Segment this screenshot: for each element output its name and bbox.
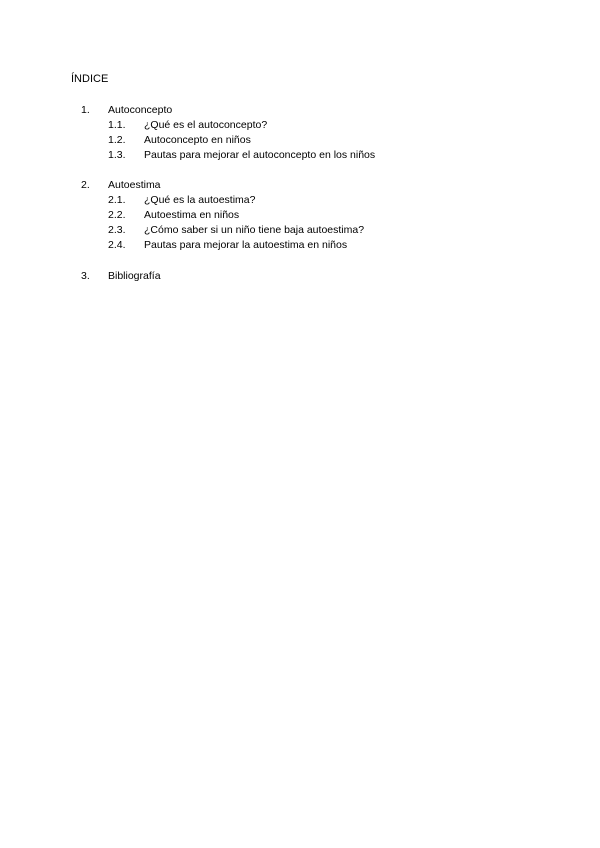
- toc-item-label: ¿Qué es la autoestima?: [144, 194, 256, 206]
- toc-section-label: Autoconcepto: [108, 104, 173, 116]
- toc-item-label: Autoestima en niños: [144, 209, 240, 221]
- toc-section-number: 3.: [81, 270, 90, 282]
- toc-item-number: 1.2.: [108, 134, 126, 146]
- toc-item-number: 2.2.: [108, 209, 126, 221]
- toc-section-number: 2.: [81, 179, 90, 191]
- toc-item-label: ¿Qué es el autoconcepto?: [144, 119, 268, 131]
- toc-section-label: Autoestima: [108, 179, 161, 191]
- toc-item-label: ¿Cómo saber si un niño tiene baja autoestima?: [144, 224, 365, 236]
- toc-section-number: 1.: [81, 104, 90, 116]
- toc-item-number: 2.4.: [108, 239, 126, 251]
- toc-item-number: 1.1.: [108, 119, 126, 131]
- toc-section-label: Bibliografía: [108, 270, 161, 282]
- toc-item-number: 2.3.: [108, 224, 126, 236]
- toc-item-label: Pautas para mejorar el autoconcepto en los niños: [144, 149, 376, 161]
- toc-item-label: Autoconcepto en niños: [144, 134, 251, 146]
- toc-item-label: Pautas para mejorar la autoestima en niños: [144, 239, 348, 251]
- page-title: ÍNDICE: [71, 73, 109, 85]
- toc-item-number: 2.1.: [108, 194, 126, 206]
- toc-item-number: 1.3.: [108, 149, 126, 161]
